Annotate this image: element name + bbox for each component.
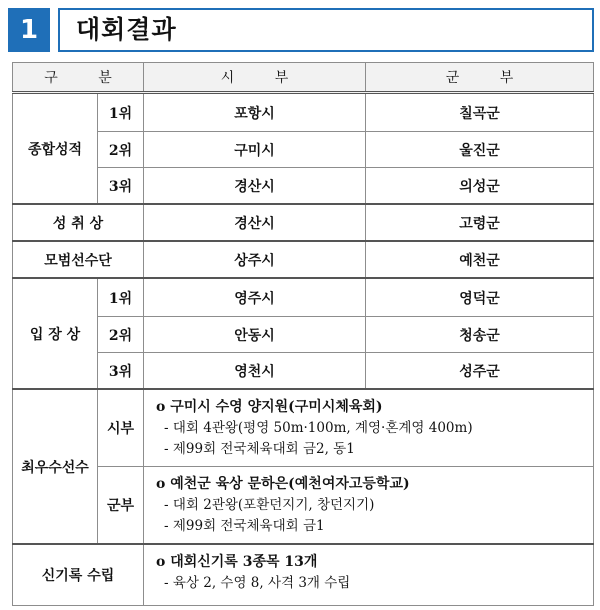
table-row	[13, 132, 594, 168]
rank-cell: 1위	[98, 93, 144, 132]
table-row	[13, 544, 594, 606]
table-row	[13, 204, 594, 241]
table-row	[13, 278, 594, 317]
column-header-county: 군 부	[366, 63, 594, 93]
rank-cell: 2위	[98, 132, 144, 168]
section-number: 1	[8, 8, 50, 52]
mvp-label: 최우수선수	[13, 389, 98, 544]
county-cell: 청송군	[366, 317, 594, 353]
table-row	[13, 93, 594, 132]
table-row	[13, 168, 594, 205]
city-cell: 영주시	[144, 278, 366, 317]
city-cell: 상주시	[144, 241, 366, 278]
table-row	[13, 241, 594, 278]
county-cell: 고령군	[366, 204, 594, 241]
records-headline: o 대회신기록 3종목 13개	[156, 554, 318, 570]
mvp-county-label: 군부	[98, 467, 144, 545]
city-cell: 경산시	[144, 204, 366, 241]
records-line: - 육상 2, 수영 8, 사격 3개 수립	[164, 575, 351, 591]
mvp-city-headline: o 구미시 수영 양지원(구미시체육회)	[156, 399, 383, 415]
mvp-county-line: - 제99회 전국체육대회 금1	[164, 518, 325, 534]
mvp-county-headline: o 예천군 육상 문하은(예천여자고등학교)	[156, 476, 410, 492]
city-cell: 포항시	[144, 93, 366, 132]
section-header	[4, 8, 594, 52]
rank-cell: 1위	[98, 278, 144, 317]
records-detail	[144, 544, 594, 606]
table-row	[13, 467, 594, 545]
city-cell: 경산시	[144, 168, 366, 205]
table-row	[13, 389, 594, 467]
mvp-city-label: 시부	[98, 389, 144, 467]
section-title-box	[58, 8, 594, 52]
city-cell: 영천시	[144, 353, 366, 390]
county-cell: 칠곡군	[366, 93, 594, 132]
rank-cell: 3위	[98, 353, 144, 390]
county-cell: 예천군	[366, 241, 594, 278]
overall-label: 종합성적	[13, 93, 98, 205]
city-cell: 구미시	[144, 132, 366, 168]
city-cell: 안동시	[144, 317, 366, 353]
table-row	[13, 353, 594, 390]
mvp-city-detail	[144, 389, 594, 467]
county-cell: 울진군	[366, 132, 594, 168]
mvp-county-line: - 대회 2관왕(포환던지기, 창던지기)	[164, 497, 375, 513]
model-team-label: 모범선수단	[13, 241, 144, 278]
table-row	[13, 317, 594, 353]
results-table	[12, 62, 594, 606]
rank-cell: 3위	[98, 168, 144, 205]
column-header-city: 시 부	[144, 63, 366, 93]
county-cell: 성주군	[366, 353, 594, 390]
mvp-county-detail	[144, 467, 594, 545]
county-cell: 영덕군	[366, 278, 594, 317]
records-label: 신기록 수립	[13, 544, 144, 606]
column-header-category: 구 분	[13, 63, 144, 93]
table-header-row	[13, 63, 594, 93]
mvp-city-line: - 제99회 전국체육대회 금2, 동1	[164, 441, 355, 457]
entrance-label: 입 장 상	[13, 278, 98, 389]
county-cell: 의성군	[366, 168, 594, 205]
rank-cell: 2위	[98, 317, 144, 353]
achievement-label: 성 취 상	[13, 204, 144, 241]
mvp-city-line: - 대회 4관왕(평영 50m·100m, 계영·혼계영 400m)	[164, 420, 473, 436]
section-title: 대회결과	[76, 15, 177, 44]
